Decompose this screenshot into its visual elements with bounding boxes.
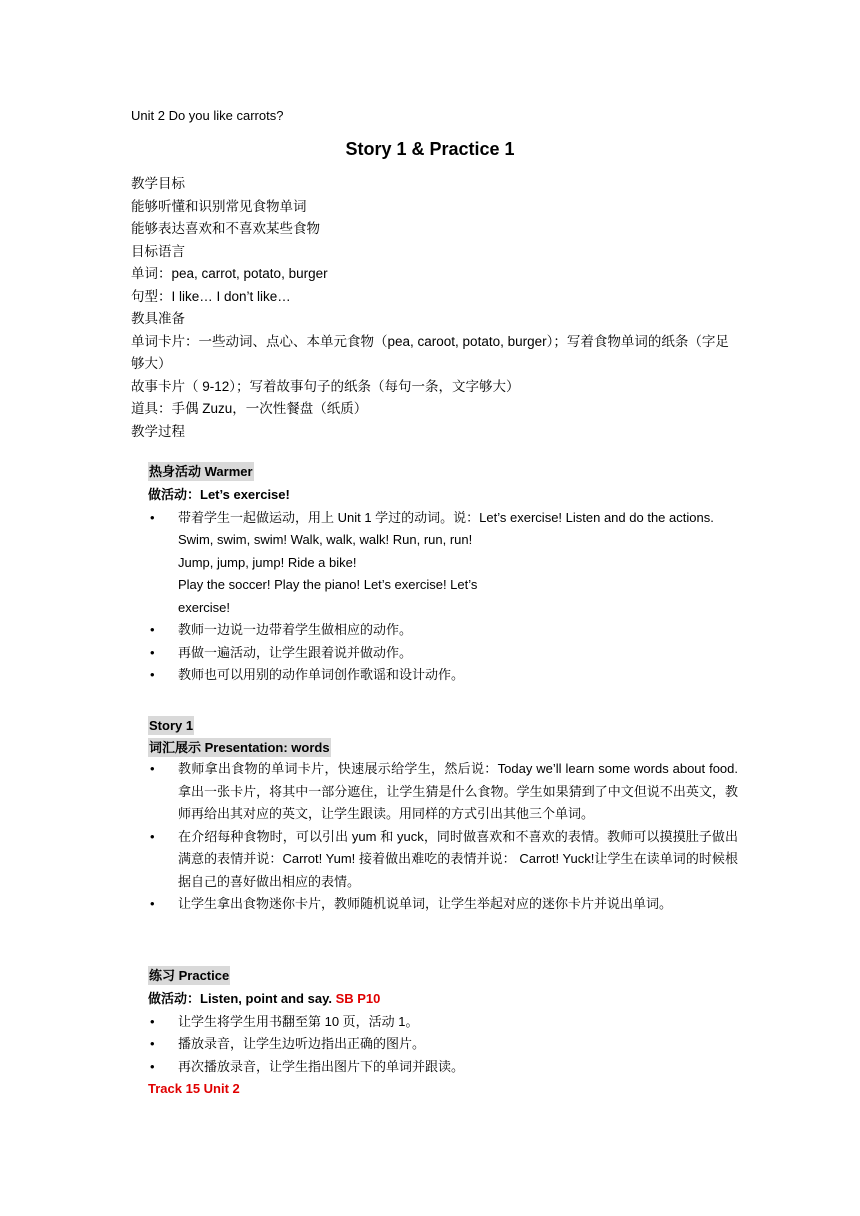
goal-2: 能够表达喜欢和不喜欢某些食物 xyxy=(131,221,320,236)
chant-line: Jump, jump, jump! Ride a bike! xyxy=(178,554,357,570)
list-item: • 再次播放录音，让学生指出图片下的单词并跟读。 xyxy=(148,1056,738,1079)
list-item: • 教师一边说一边带着学生做相应的动作。 xyxy=(148,619,738,642)
chant-line: Play the soccer! Play the piano! Let’s exercise! Let’s xyxy=(178,577,478,592)
practice-heading: 练习 Practice xyxy=(149,968,230,983)
goal-1: 能够听懂和识别常见食物单词 xyxy=(131,198,307,214)
sentence-line: 句型：I like… I don’t like… xyxy=(131,288,291,304)
practice-list xyxy=(148,1011,738,1079)
chant-line: exercise! xyxy=(178,599,231,615)
warmer-activity: 做活动：Let’s exercise! xyxy=(148,487,290,502)
track-label: Track 15 Unit 2 xyxy=(148,1081,240,1096)
warmer-heading: 热身活动 Warmer xyxy=(149,464,253,479)
warmer-section xyxy=(148,462,738,687)
warmer-list xyxy=(148,507,738,530)
intro-block xyxy=(131,173,741,443)
props-line: 道具：手偶 Zuzu，一次性餐盘（纸质） xyxy=(131,401,368,416)
practice-activity: 做活动：Listen, point and say. SB P10 xyxy=(148,991,381,1006)
warmer-list-2 xyxy=(148,619,738,687)
page-title: Story 1 & Practice 1 xyxy=(345,139,515,159)
list-item: • 教师也可以用别的动作单词创作歌谣和设计动作。 xyxy=(148,664,738,687)
list-item: • 在介绍每种食物时，可以引出 yum 和 yuck，同时做喜欢和不喜欢的表情。教师可以摸摸肚子做出满意的表情并说：Carrot! Yum! 接着做出难吃的表情并说： Carrot! Yuck!让学生在读单词的时候根据自己的喜好做出相应的表情。 xyxy=(148,826,738,894)
list-item: • 让学生将学生用书翻至第 10 页，活动 1。 xyxy=(148,1011,738,1034)
list-item: • 教师拿出食物的单词卡片，快速展示给学生，然后说：Today we’ll learn some words about food. 拿出一张卡片，将其中一部分遮住，让学生猜是什么食物。学生如果猜到了中文但说不出英文，教师再给出其对应的英文，让学生跟读。用同样的方式引出其他三个单词。 xyxy=(148,758,738,826)
story-section xyxy=(148,716,738,916)
cards-line: 单词卡片：一些动词、点心、本单元食物（pea, caroot, potato, burger）；写着食物单词的纸条（字足够大） xyxy=(131,333,729,371)
story-cards-line: 故事卡片（ 9-12）；写着故事句子的纸条（每句一条，文字够大） xyxy=(131,378,520,394)
words-line: 单词：pea, carrot, potato, burger xyxy=(131,266,328,281)
presentation-heading: 词汇展示 Presentation: words xyxy=(149,740,330,755)
chant-line: Swim, swim, swim! Walk, walk, walk! Run, run, run! xyxy=(178,532,473,547)
process-heading: 教学过程 xyxy=(131,423,185,439)
sb-page-ref: SB P10 xyxy=(335,991,381,1006)
goal-heading: 教学目标 xyxy=(131,176,185,191)
practice-section xyxy=(148,966,738,1101)
language-heading: 目标语言 xyxy=(131,243,185,259)
prep-heading: 教具准备 xyxy=(131,311,185,326)
list-item: • 再做一遍活动，让学生跟着说并做动作。 xyxy=(148,642,738,665)
list-item: • 播放录音，让学生边听边指出正确的图片。 xyxy=(148,1033,738,1056)
story-list xyxy=(148,758,738,916)
list-item: • 让学生拿出食物迷你卡片，教师随机说单词，让学生举起对应的迷你卡片并说出单词。 xyxy=(148,893,738,916)
list-item: • 带着学生一起做运动，用上 Unit 1 学过的动词。说：Let’s exercise! Listen and do the actions. xyxy=(148,507,738,530)
unit-title: Unit 2 Do you like carrots? xyxy=(131,108,284,123)
story-heading: Story 1 xyxy=(149,718,194,733)
